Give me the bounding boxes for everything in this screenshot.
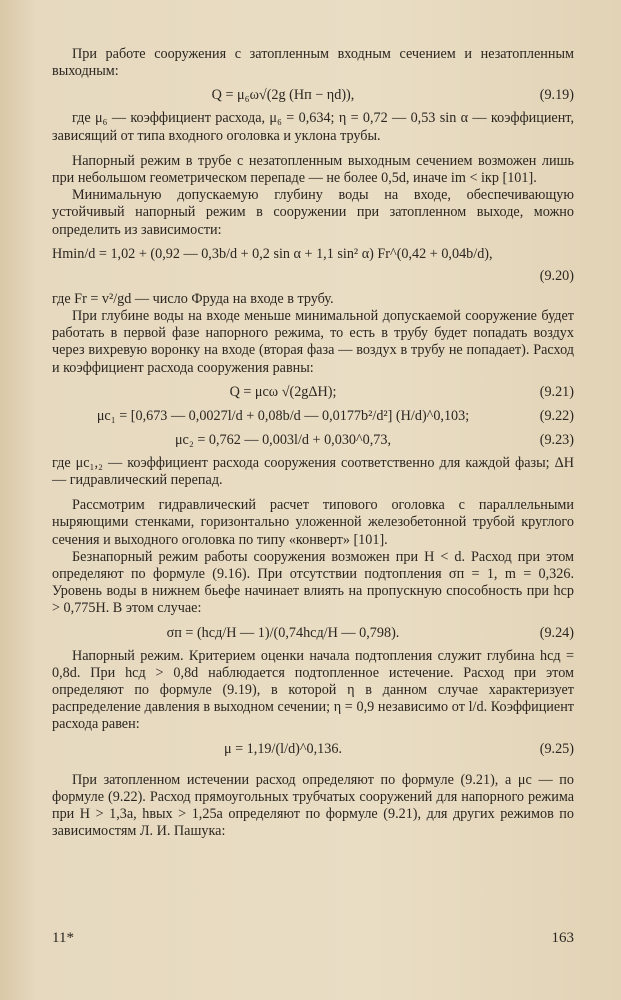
equation-number: (9.20) [539,267,574,284]
equation-9-25 [52,740,574,758]
equation-9-23 [52,431,574,449]
equation-9-19 [52,86,574,104]
formula: Hmin/d = 1,02 + (0,92 — 0,3b/d + 0,2 sin α + 1,1 sin² α) Fr^(0,42 + 0,04b/d), [52,245,493,262]
signature-mark: 11* [52,930,74,946]
paragraph-min-depth: Минимальную допускаемую глубину воды на входе, обеспечивающую устойчивый напорный режим в сооружении при затопленном выходе, можно определить из зависимости: [52,187,574,238]
paragraph-flooded-outflow: При затопленном истечении расход определяют по формуле (9.21), а μс — по формуле (9.22). Расход прямоугольных трубчатых сооружений для напорного режима при H > 1,3a, hвых > 1,25a определяют по формуле (9.21), для других режимов по зависимостям Л. И. Пашука: [52,771,574,840]
page-number: 163 [551,930,574,946]
equation-9-24 [52,624,574,642]
equation-number: (9.21) [539,383,574,400]
formula: μс₁ = [0,673 — 0,0027l/d + 0,08b/d — 0,0177b²/d²] (H/d)^0,103; [96,407,470,424]
equation-number: (9.25) [539,740,574,757]
equation-9-20 [52,245,574,263]
formula: μс₂ = 0,762 — 0,003l/d + 0,030^0,73, [174,431,392,448]
formula: Q = μ₆ω√(2g (Hп − ηd)), [211,87,355,104]
equation-number: (9.19) [539,87,574,104]
paragraph-first-phase: При глубине воды на входе меньше минимальной допускаемой сооружение будет работать в первой фазе напорного режима, то есть в трубу будет попадать воздух через вихревую воронку на входе (вторая фаза — воздух в трубу не попадает). Расход и коэффициент расхода сооружения равны: [52,308,574,376]
page-footer [52,930,574,947]
text-column [52,46,574,841]
paragraph-pressure-criterion: Напорный режим. Критерием оценки начала подтопления служит глубина hсд = 0,8d. При hсд > 0,8d наблюдается подтопленное истечение. Расход при этом определяют по формуле (9.19), в которой η в данном случае характеризует распределение давления в выходном сечении; η = 0,9 независимо от l/d. Коэффициент расхода равен: [52,647,574,733]
equation-number: (9.22) [539,407,574,424]
equation-number: (9.24) [539,624,574,641]
equation-number: (9.23) [539,431,574,448]
paragraph-froude: где Fr = v²/gd — число Фруда на входе в трубу. [52,290,334,307]
paragraph-pressure-mode: Напорный режим в трубе с незатопленным выходным сечением возможен лишь при небольшом геометрическом перепаде — не более 0,5d, иначе im < iкр [101]. [52,152,574,187]
paragraph-free-flow: Безнапорный режим работы сооружения возможен при H < d. Расход при этом определяют по формуле (9.16). При отсутствии подтопления σп = 1, m = 0,326. Уровень воды в нижнем бьефе начинает влиять на пропускную способность при hср > 0,775H. В этом случае: [52,548,574,617]
paragraph-mu6: где μ₆ — коэффициент расхода, μ₆ = 0,634; η = 0,72 — 0,53 sin α — коэффициент, зависящий от типа входного оголовка и уклона трубы. [52,110,574,144]
paragraph-mu-coefficients: где μс₁,₂ — коэффициент расхода сооружения соответственно для каждой фазы; ΔH — гидравлический перепад. [52,454,574,489]
formula: Q = μсω √(2gΔH); [229,383,337,400]
formula: σп = (hсд/H — 1)/(0,74hсд/H — 0,798). [166,624,400,641]
equation-9-22 [52,407,574,425]
formula: μ = 1,19/(l/d)^0,136. [223,740,343,757]
paragraph-intro: При работе сооружения с затопленным входным сечением и незатопленным выходным: [52,46,574,80]
equation-9-21 [52,383,574,401]
equation-9-20-number-row [52,267,574,285]
paragraph-typical-head: Рассмотрим гидравлический расчет типового оголовка с параллельными ныряющими стенками, горизонтально уложенной железобетонной трубой круглого сечения и выходного оголовка по типу «конверт» [101]. [52,497,574,548]
